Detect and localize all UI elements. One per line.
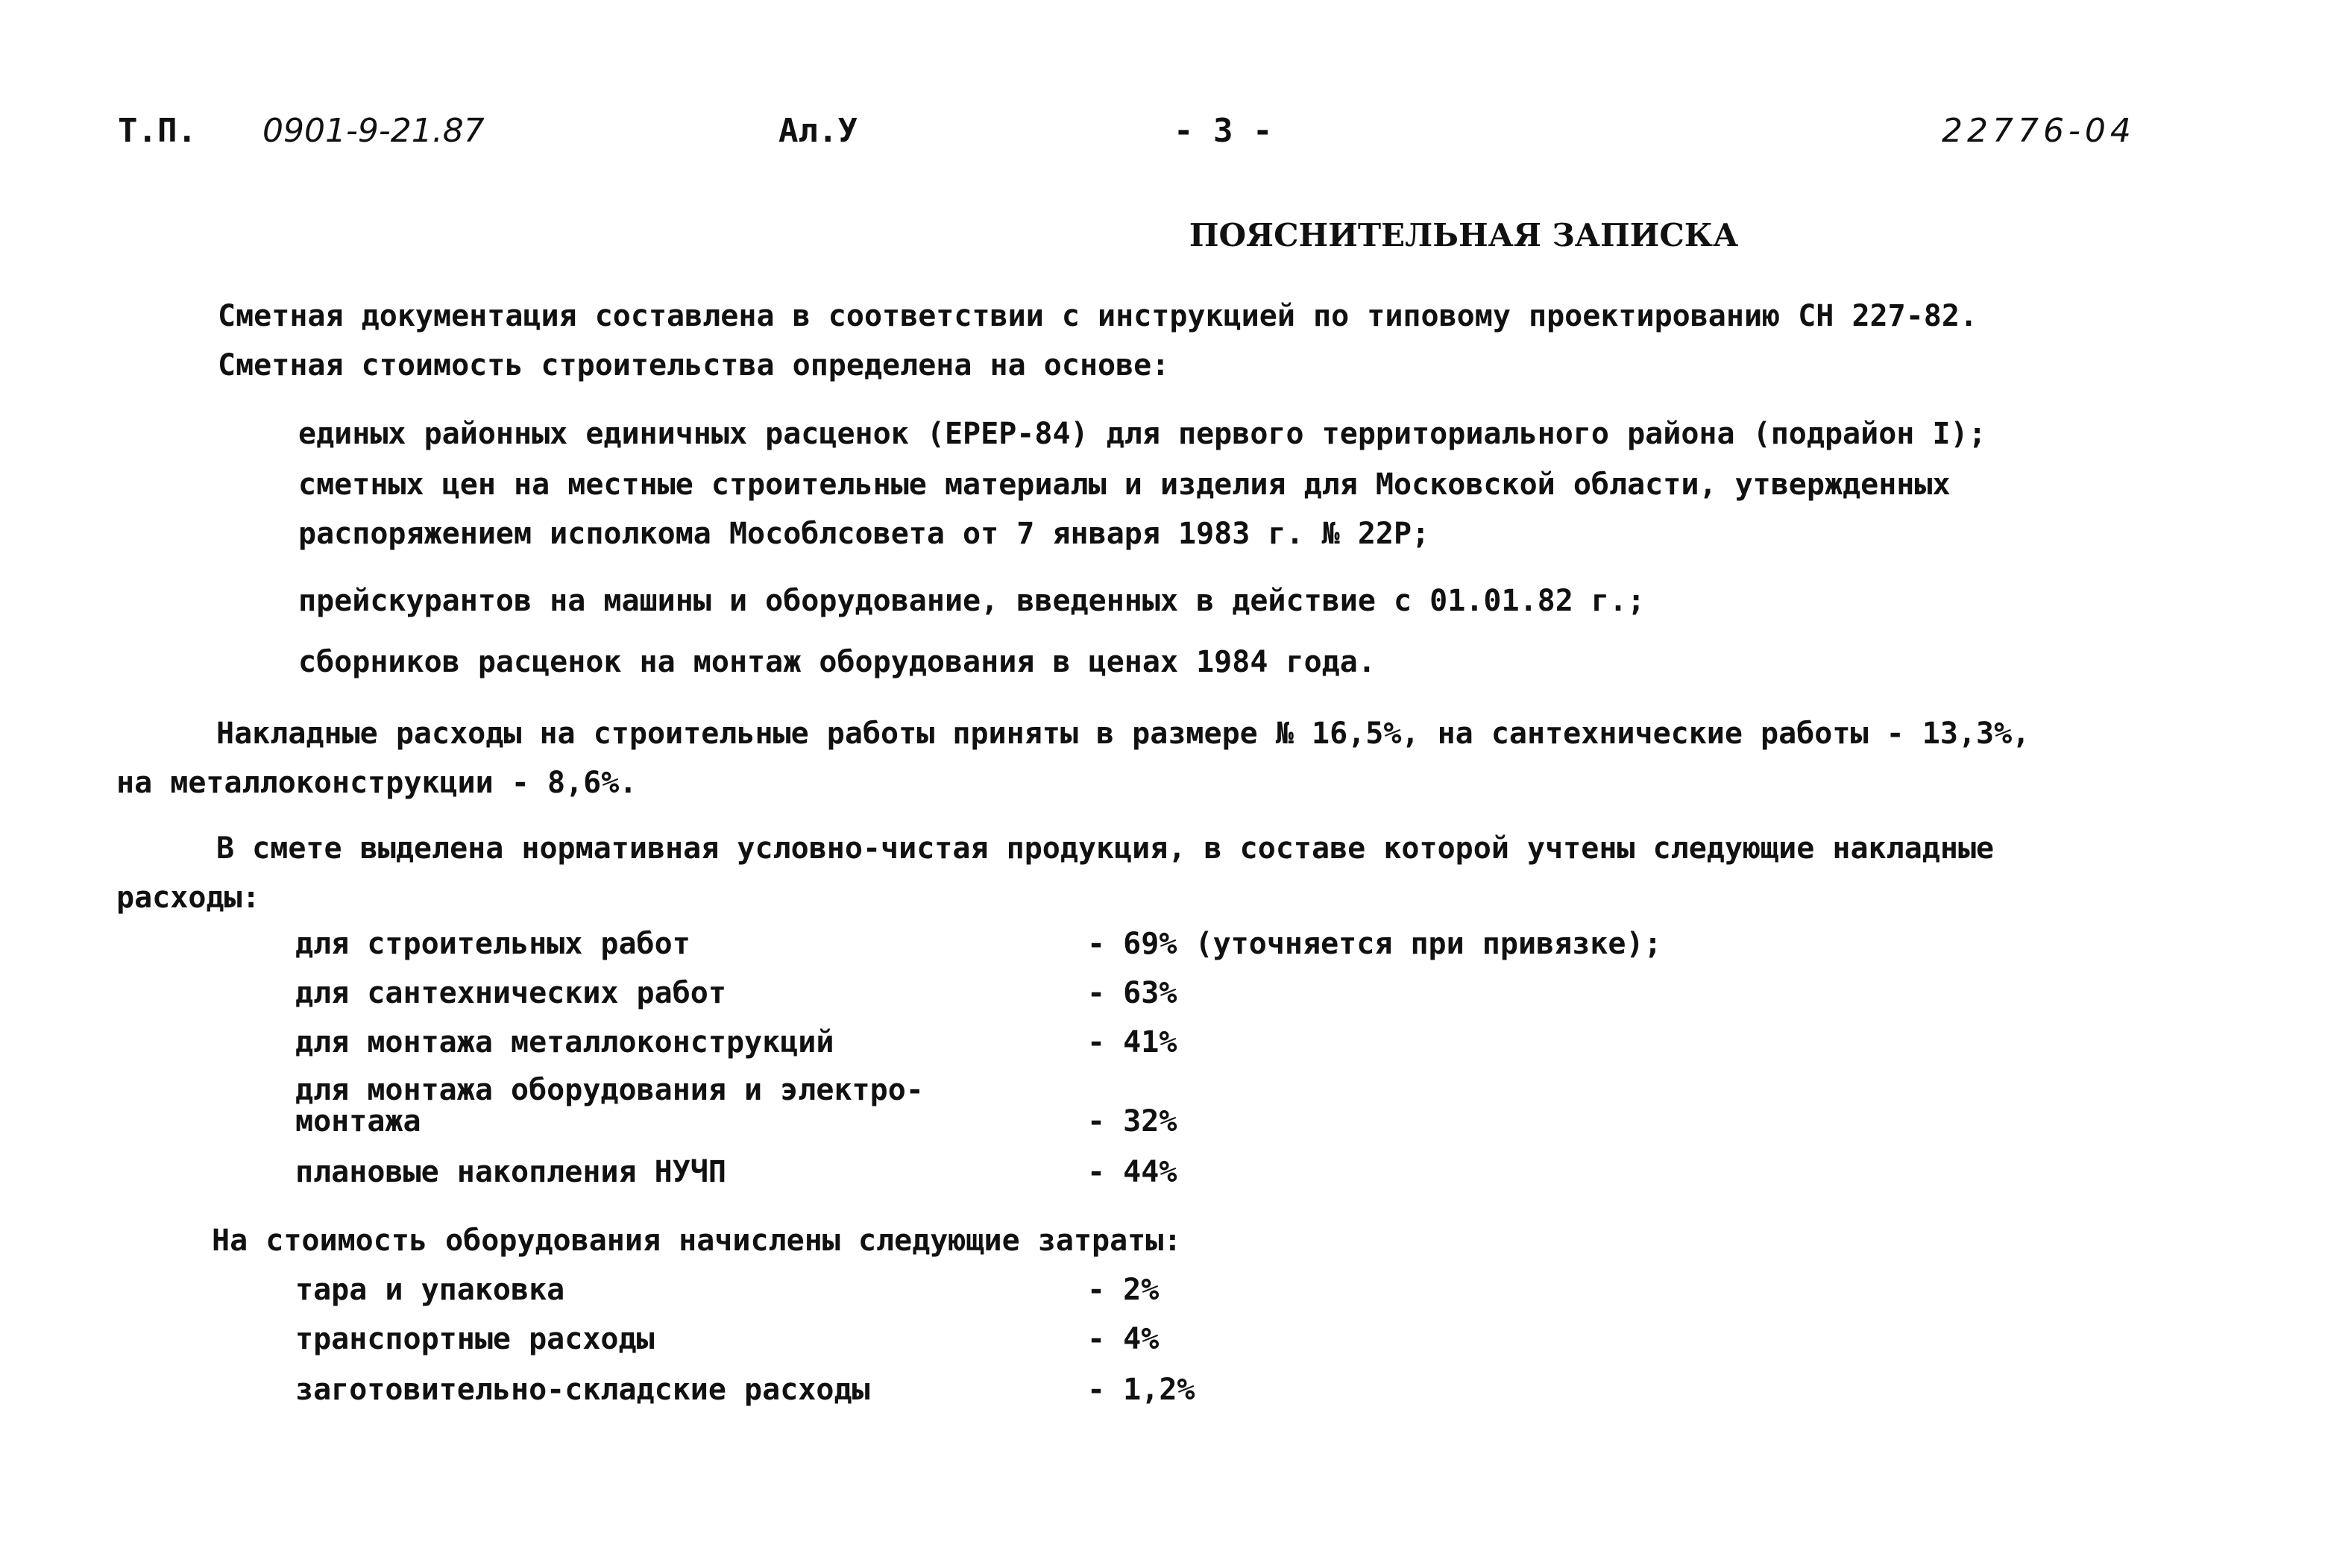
equipment-row-label: транспортные расходы: [295, 1322, 655, 1356]
header-page-number: - 3 -: [1174, 112, 1273, 150]
basis-item-2-line-1: сметных цен на местные строительные материалы и изделия для Московской области, утвержденных: [298, 467, 1951, 502]
header-project-code: 0901-9-21.87: [262, 112, 485, 150]
page-title-text: ПОЯСНИТЕЛЬНАЯ ЗАПИСКА: [1189, 217, 1739, 254]
norm-product-line-2: расходы:: [116, 881, 260, 915]
norm-row-value: - 32%: [1087, 1104, 1177, 1139]
header-album: Ал.У: [778, 112, 858, 150]
norm-row-label: для монтажа оборудования и электро-: [295, 1073, 924, 1107]
overheads-line-2: на металлоконструкции - 8,6%.: [116, 766, 638, 800]
norm-row-label: плановые накопления НУЧП: [295, 1155, 726, 1189]
intro-line-1: Сметная документация составлена в соответствии с инструкцией по типовому проектированию СН 227-82.: [218, 299, 1978, 333]
equipment-row-label: тара и упаковка: [295, 1273, 565, 1307]
norm-row-label: для монтажа металлоконструкций: [295, 1025, 834, 1059]
header-tp-label: Т.П.: [118, 112, 197, 150]
norm-row-label: для строительных работ: [295, 927, 690, 961]
equipment-row-label: заготовительно-складские расходы: [295, 1373, 870, 1407]
norm-row-value: - 63%: [1087, 976, 1177, 1010]
basis-item-1: единых районных единичных расценок (ЕРЕР-84) для первого территориального района (подрайон I);: [298, 417, 1986, 451]
norm-product-line-1: В смете выделена нормативная условно-чистая продукция, в составе которой учтены следующие накладные: [216, 831, 1995, 866]
norm-row-label-continued: монтажа: [295, 1104, 421, 1139]
overheads-line-1: Накладные расходы на строительные работы приняты в размере № 16,5%, на сантехнические работы - 13,3%,: [216, 717, 2030, 751]
equipment-row-value: - 4%: [1087, 1322, 1160, 1356]
intro-line-2: Сметная стоимость строительства определена на основе:: [218, 348, 1170, 382]
norm-row-value: - 41%: [1087, 1025, 1177, 1059]
page-title: [0, 215, 2325, 256]
equipment-row-value: - 1,2%: [1087, 1373, 1195, 1407]
equipment-row-value: - 2%: [1087, 1273, 1160, 1307]
equipment-intro: На стоимость оборудования начислены следующие затраты:: [212, 1224, 1182, 1258]
basis-item-4: сборников расценок на монтаж оборудования в ценах 1984 года.: [298, 645, 1376, 679]
norm-row-label: для сантехнических работ: [295, 976, 726, 1010]
norm-row-value: - 69% (уточняется при привязке);: [1087, 927, 1662, 961]
header-doc-number: 22776-04: [1942, 112, 2136, 150]
norm-row-value: - 44%: [1087, 1155, 1177, 1189]
basis-item-2-line-2: распоряжением исполкома Мособлсовета от 7 января 1983 г. № 22Р;: [298, 517, 1430, 551]
basis-item-3: прейскурантов на машины и оборудование, введенных в действие с 01.01.82 г.;: [298, 584, 1646, 618]
